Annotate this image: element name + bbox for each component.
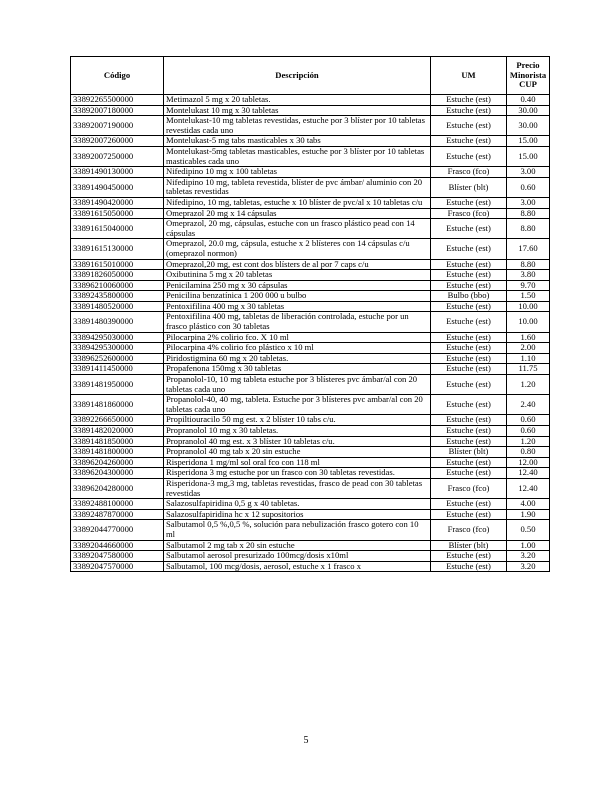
row-code: 33892044660000 (71, 540, 164, 551)
row-code: 33891480390000 (71, 312, 164, 332)
row-code: 33891490420000 (71, 197, 164, 208)
table-row (71, 436, 550, 447)
row-code: 33891615010000 (71, 259, 164, 270)
row-um: Estuche (est) (431, 375, 507, 395)
row-price: 12.40 (507, 478, 550, 498)
row-code: 33891615050000 (71, 208, 164, 219)
row-code: 33896204300000 (71, 468, 164, 479)
table-row (71, 551, 550, 562)
row-price: 1.60 (507, 332, 550, 343)
row-um: Estuche (est) (431, 259, 507, 270)
row-description: Nifedipino 10 mg, tableta revestida, blíster de pvc ámbar/ aluminio con 20 tabletas revestidas (164, 177, 431, 197)
row-description: Propranolol 40 mg tab x 20 sin estuche (164, 447, 431, 458)
row-code: 33892007190000 (71, 116, 164, 136)
row-price: 0.50 (507, 520, 550, 540)
table-row (71, 468, 550, 479)
table-row (71, 478, 550, 498)
row-um: Estuche (est) (431, 395, 507, 415)
table-row (71, 270, 550, 281)
table-row (71, 291, 550, 302)
row-price: 11.75 (507, 364, 550, 375)
row-description: Montelukast-5 mg tabs masticables x 30 tabs (164, 136, 431, 147)
row-code: 33891411450000 (71, 364, 164, 375)
row-description: Salazosulfapiridina 0,5 g x 40 tabletas. (164, 499, 431, 510)
row-um: Frasco (fco) (431, 167, 507, 178)
row-um: Bulbo (bbo) (431, 291, 507, 302)
row-um: Frasco (fco) (431, 520, 507, 540)
row-price: 12.40 (507, 468, 550, 479)
row-description: Salbutamol, 100 mcg/dosis, aerosol, estuche x 1 frasco x (164, 561, 431, 572)
row-um: Estuche (est) (431, 415, 507, 426)
row-code: 33892266650000 (71, 415, 164, 426)
row-description: Propranolol 10 mg x 30 tabletas. (164, 426, 431, 437)
row-price: 30.00 (507, 105, 550, 116)
row-description: Propranolol 40 mg est. x 3 blíster 10 tabletas c/u. (164, 436, 431, 447)
header-um: UM (431, 57, 507, 95)
row-price: 3.00 (507, 167, 550, 178)
row-um: Estuche (est) (431, 561, 507, 572)
row-description: Omeprazol, 20 mg, cápsulas, estuche con un frasco plástico pead con 14 cápsulas (164, 219, 431, 239)
row-um: Blíster (blt) (431, 540, 507, 551)
row-price: 2.40 (507, 395, 550, 415)
row-um: Estuche (est) (431, 436, 507, 447)
table-header-row (71, 57, 550, 95)
row-code: 33892007180000 (71, 105, 164, 116)
table-row (71, 167, 550, 178)
row-price: 15.00 (507, 136, 550, 147)
row-um: Estuche (est) (431, 551, 507, 562)
row-code: 33894295300000 (71, 343, 164, 354)
row-code: 33891490450000 (71, 177, 164, 197)
table-row (71, 239, 550, 259)
table-row (71, 447, 550, 458)
table-row (71, 353, 550, 364)
row-description: Propanolol-40, 40 mg, tableta. Estuche por 3 blísteres pvc ambar/al con 20 tabletas cada uno (164, 395, 431, 415)
row-um: Frasco (fco) (431, 478, 507, 498)
row-code: 33891615040000 (71, 219, 164, 239)
table-row (71, 301, 550, 312)
row-description: Propafenona 150mg x 30 tabletas (164, 364, 431, 375)
row-description: Salbutamol aerosol presurizado 100mcg/dosis x10ml (164, 551, 431, 562)
row-code: 33891481950000 (71, 375, 164, 395)
table-row (71, 105, 550, 116)
row-code: 33894295030000 (71, 332, 164, 343)
table-row (71, 259, 550, 270)
row-code: 33896252600000 (71, 353, 164, 364)
row-price: 1.20 (507, 436, 550, 447)
row-code: 33891615130000 (71, 239, 164, 259)
row-description: Propiltiouracilo 50 mg est. x 2 blíster 10 tabs c/u. (164, 415, 431, 426)
row-um: Estuche (est) (431, 136, 507, 147)
table-row (71, 499, 550, 510)
header-code: Código (71, 57, 164, 95)
row-um: Estuche (est) (431, 426, 507, 437)
row-description: Omeprazol 20 mg x 14 cápsulas (164, 208, 431, 219)
table-row (71, 540, 550, 551)
row-price: 10.00 (507, 312, 550, 332)
table-row (71, 146, 550, 166)
row-price: 0.80 (507, 447, 550, 458)
row-um: Estuche (est) (431, 197, 507, 208)
row-um: Estuche (est) (431, 105, 507, 116)
row-price: 8.80 (507, 259, 550, 270)
row-price: 1.20 (507, 375, 550, 395)
row-um: Blíster (blt) (431, 177, 507, 197)
row-price: 1.00 (507, 540, 550, 551)
table-row (71, 364, 550, 375)
table-row (71, 136, 550, 147)
row-description: Risperidona 3 mg estuche por un frasco con 30 tabletas revestidas. (164, 468, 431, 479)
row-price: 15.00 (507, 146, 550, 166)
table-row (71, 343, 550, 354)
row-price: 30.00 (507, 116, 550, 136)
row-description: Penicilamina 250 mg x 30 cápsulas (164, 280, 431, 291)
row-description: Propanolol-10, 10 mg tableta estuche por 3 blísteres pvc ámbar/al con 20 tabletas cada uno (164, 375, 431, 395)
row-price: 8.80 (507, 219, 550, 239)
row-um: Estuche (est) (431, 312, 507, 332)
row-price: 8.80 (507, 208, 550, 219)
table-row (71, 208, 550, 219)
table-row (71, 520, 550, 540)
row-price: 2.00 (507, 343, 550, 354)
row-description: Risperidona-3 mg,3 mg, tabletas revestidas, frasco de pead con 30 tabletas revestidas (164, 478, 431, 498)
table-row (71, 509, 550, 520)
table-row (71, 395, 550, 415)
row-price: 1.10 (507, 353, 550, 364)
row-description: Pentoxifilina 400 mg x 30 tabletas (164, 301, 431, 312)
row-um: Estuche (est) (431, 353, 507, 364)
table-row (71, 415, 550, 426)
row-description: Penicilina benzatínica 1 200 000 u bulbo (164, 291, 431, 302)
row-price: 1.90 (507, 509, 550, 520)
row-price: 17.60 (507, 239, 550, 259)
table-row (71, 219, 550, 239)
row-code: 33891481800000 (71, 447, 164, 458)
row-code: 33891480520000 (71, 301, 164, 312)
table-row (71, 280, 550, 291)
row-price: 3.20 (507, 551, 550, 562)
header-price: Precio Minorista CUP (507, 57, 550, 95)
row-um: Estuche (est) (431, 332, 507, 343)
row-um: Estuche (est) (431, 499, 507, 510)
row-um: Estuche (est) (431, 509, 507, 520)
row-description: Pilocarpina 2% colirio fco. X 10 ml (164, 332, 431, 343)
row-code: 33892047570000 (71, 561, 164, 572)
row-description: Metimazol 5 mg x 20 tabletas. (164, 95, 431, 106)
row-description: Salazosulfapiridina hc x 12 supositorios (164, 509, 431, 520)
row-code: 33892007260000 (71, 136, 164, 147)
row-code: 33891481850000 (71, 436, 164, 447)
row-um: Estuche (est) (431, 364, 507, 375)
row-um: Estuche (est) (431, 239, 507, 259)
row-code: 33896204280000 (71, 478, 164, 498)
row-description: Pilocarpina 4% colirio fco plástico x 10 ml (164, 343, 431, 354)
row-um: Estuche (est) (431, 270, 507, 281)
row-um: Estuche (est) (431, 116, 507, 136)
table-row (71, 457, 550, 468)
table-row (71, 177, 550, 197)
header-description: Descripción (164, 57, 431, 95)
row-description: Montelukast-5mg tabletas masticables, estuche por 3 blíster por 10 tabletas masticables cada uno (164, 146, 431, 166)
price-table (70, 56, 550, 572)
row-price: 10.00 (507, 301, 550, 312)
table-row (71, 332, 550, 343)
row-description: Oxibutinina 5 mg x 20 tabletas (164, 270, 431, 281)
row-code: 33891490130000 (71, 167, 164, 178)
table-row (71, 95, 550, 106)
row-description: Salbutamol 0,5 %,0,5 %, solución para nebulización frasco gotero con 10 ml (164, 520, 431, 540)
row-description: Nifedipino, 10 mg, tabletas, estuche x 10 blíster de pvc/al x 10 tabletas c/u (164, 197, 431, 208)
row-description: Montelukast-10 mg tabletas revestidas, estuche por 3 blíster por 10 tabletas revestidas cada uno (164, 116, 431, 136)
row-price: 4.00 (507, 499, 550, 510)
row-price: 3.00 (507, 197, 550, 208)
row-price: 1.50 (507, 291, 550, 302)
page-number: 5 (303, 735, 309, 746)
table-row (71, 375, 550, 395)
row-description: Omeprazol,20 mg, est cont dos blísters de al por 7 caps c/u (164, 259, 431, 270)
table-row (71, 426, 550, 437)
table-row (71, 312, 550, 332)
row-price: 0.60 (507, 177, 550, 197)
row-description: Omeprazol, 20.0 mg, cápsula, estuche x 2 blísteres con 14 cápsulas c/u (omeprazol normon) (164, 239, 431, 259)
row-code: 33892487870000 (71, 509, 164, 520)
row-um: Estuche (est) (431, 146, 507, 166)
row-description: Pentoxifilina 400 mg, tabletas de liberación controlada, estuche por un frasco plástico con 30 tabletas (164, 312, 431, 332)
row-price: 3.20 (507, 561, 550, 572)
row-description: Risperidona 1 mg/ml sol oral fco con 118 ml (164, 457, 431, 468)
row-code: 33892265500000 (71, 95, 164, 106)
row-price: 0.40 (507, 95, 550, 106)
row-description: Salbutamol 2 mg tab x 20 sin estuche (164, 540, 431, 551)
table-row (71, 197, 550, 208)
row-description: Piridostigmina 60 mg x 20 tabletas. (164, 353, 431, 364)
row-code: 33896204260000 (71, 457, 164, 468)
row-code: 33891481860000 (71, 395, 164, 415)
row-um: Estuche (est) (431, 95, 507, 106)
row-description: Montelukast 10 mg x 30 tabletas (164, 105, 431, 116)
row-um: Blíster (blt) (431, 447, 507, 458)
row-code: 33891826050000 (71, 270, 164, 281)
table-row (71, 561, 550, 572)
row-description: Nifedipino 10 mg x 100 tabletas (164, 167, 431, 178)
row-price: 12.00 (507, 457, 550, 468)
row-price: 0.60 (507, 415, 550, 426)
row-code: 33892007250000 (71, 146, 164, 166)
row-um: Estuche (est) (431, 457, 507, 468)
row-um: Estuche (est) (431, 301, 507, 312)
row-code: 33892488100000 (71, 499, 164, 510)
row-code: 33892047580000 (71, 551, 164, 562)
row-price: 0.60 (507, 426, 550, 437)
row-code: 33891482020000 (71, 426, 164, 437)
row-um: Estuche (est) (431, 343, 507, 354)
row-price: 9.70 (507, 280, 550, 291)
row-um: Estuche (est) (431, 468, 507, 479)
row-code: 33892044770000 (71, 520, 164, 540)
table-row (71, 116, 550, 136)
row-um: Estuche (est) (431, 219, 507, 239)
row-code: 33896210060000 (71, 280, 164, 291)
row-um: Frasco (fco) (431, 208, 507, 219)
row-price: 3.80 (507, 270, 550, 281)
table-body (71, 95, 550, 572)
row-um: Estuche (est) (431, 280, 507, 291)
row-code: 33892435800000 (71, 291, 164, 302)
